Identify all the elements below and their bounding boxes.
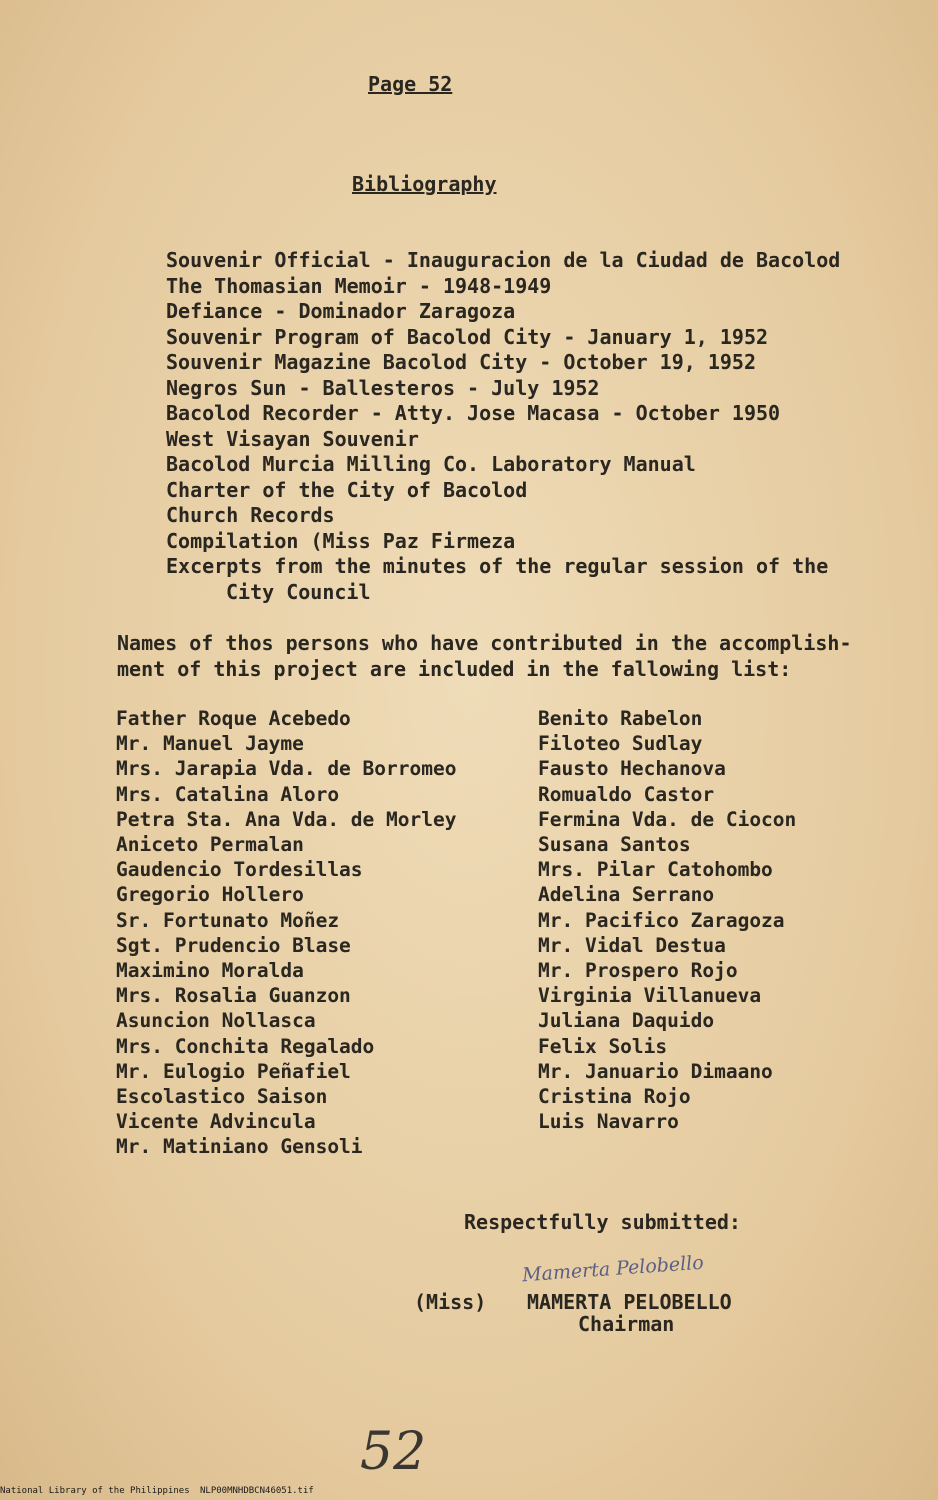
bibliography-entry: Souvenir Official - Inauguracion de la Ciudad de Bacolod (166, 248, 841, 272)
page-label: Page 52 (368, 72, 453, 96)
signer-title: Chairman (578, 1312, 675, 1336)
handwritten-signature: Mamerta Pelobello (521, 1251, 705, 1287)
intro-line: ment of this project are included in the fallowing list: (117, 657, 792, 681)
bibliography-entry: Negros Sun - Ballesteros - July 1952 (166, 375, 600, 400)
bibliography-entry: West Visayan Souvenir (166, 426, 419, 451)
contributor-name: Benito Rabelon (538, 707, 703, 730)
contributor-name: Mr. Prospero Rojo (538, 959, 738, 983)
bibliography-entry: Souvenir Magazine Bacolod City - October 19, 1952 (166, 350, 757, 374)
contributor-name: Cristina Rojo (538, 1085, 691, 1109)
bibliography-list (166, 248, 886, 605)
bibliography-entry-continuation: City Council (226, 579, 371, 604)
contributor-name: Vicente Advincula (116, 1110, 316, 1134)
contributor-name: Susana Santos (538, 833, 691, 857)
bibliography-entry: Church Records (166, 503, 335, 527)
contributor-name: Escolastico Saison (116, 1085, 328, 1109)
bibliography-entry: Souvenir Program of Bacolod City - January 1, 1952 (166, 324, 769, 349)
contributor-name: Mr. Eulogio Peñafiel (116, 1059, 351, 1083)
contributor-name: Asuncion Nollasca (116, 1009, 316, 1033)
contributors-right-column (538, 706, 898, 1134)
contributor-name: Maximino Moralda (116, 959, 304, 983)
contributor-name: Sr. Fortunato Moñez (116, 908, 340, 932)
contributor-name: Father Roque Acebedo (116, 707, 351, 730)
contributor-name: Aniceto Permalan (116, 833, 304, 857)
signer-name: MAMERTA PELOBELLO (527, 1290, 732, 1314)
contributor-name: Adelina Serrano (538, 883, 715, 907)
bibliography-entry: The Thomasian Memoir - 1948-1949 (166, 273, 552, 298)
archive-file-name: NLP00MNHDBCN46051.tif (200, 1486, 314, 1496)
contributors-intro (117, 630, 927, 682)
contributor-name: Mr. Januario Dimaano (538, 1059, 773, 1083)
contributor-name: Felix Solis (538, 1034, 668, 1058)
contributor-name: Gaudencio Tordesillas (116, 858, 363, 882)
bibliography-entry: Charter of the City of Bacolod (166, 477, 528, 502)
contributor-name: Mr. Vidal Destua (538, 933, 726, 957)
intro-line: Names of thos persons who have contributed in the accomplish- (117, 631, 852, 655)
contributor-name: Juliana Daquido (538, 1009, 715, 1033)
contributor-name: Fausto Hechanova (538, 757, 726, 781)
contributor-name: Luis Navarro (538, 1110, 679, 1134)
contributor-name: Virginia Villanueva (538, 984, 762, 1008)
contributor-name: Mr. Manuel Jayme (116, 732, 304, 756)
bibliography-entry: Bacolod Recorder - Atty. Jose Macasa - October 1950 (166, 401, 781, 425)
signer-salutation: (Miss) (414, 1290, 487, 1314)
contributors-left-column (116, 706, 516, 1160)
contributor-name: Mr. Pacifico Zaragoza (538, 908, 785, 932)
contributor-name: Filoteo Sudlay (538, 732, 703, 756)
contributor-name: Sgt. Prudencio Blase (116, 933, 351, 957)
contributor-name: Fermina Vda. de Ciocon (538, 807, 797, 831)
bibliography-entry: Defiance - Dominador Zaragoza (166, 299, 516, 323)
bibliography-entry: Bacolod Murcia Milling Co. Laboratory Manual (166, 452, 696, 476)
bibliography-heading: Bibliography (352, 172, 497, 196)
contributor-name: Mrs. Jarapia Vda. de Borromeo (116, 757, 457, 781)
contributor-name: Mr. Matiniano Gensoli (116, 1135, 363, 1159)
contributor-name: Petra Sta. Ana Vda. de Morley (116, 807, 457, 831)
contributor-name: Romualdo Castor (538, 782, 715, 806)
bibliography-entry: Excerpts from the minutes of the regular session of the (166, 554, 829, 578)
contributor-name: Gregorio Hollero (116, 883, 304, 907)
archive-source-label: National Library of the Philippines (0, 1486, 190, 1496)
handwritten-page-number: 52 (360, 1422, 427, 1482)
bibliography-entry: Compilation (Miss Paz Firmeza (166, 528, 516, 553)
contributor-name: Mrs. Conchita Regalado (116, 1034, 375, 1058)
contributor-name: Mrs. Pilar Catohombo (538, 858, 773, 882)
contributor-name: Mrs. Catalina Aloro (116, 782, 340, 806)
contributor-name: Mrs. Rosalia Guanzon (116, 984, 351, 1008)
closing-remark: Respectfully submitted: (464, 1210, 741, 1234)
